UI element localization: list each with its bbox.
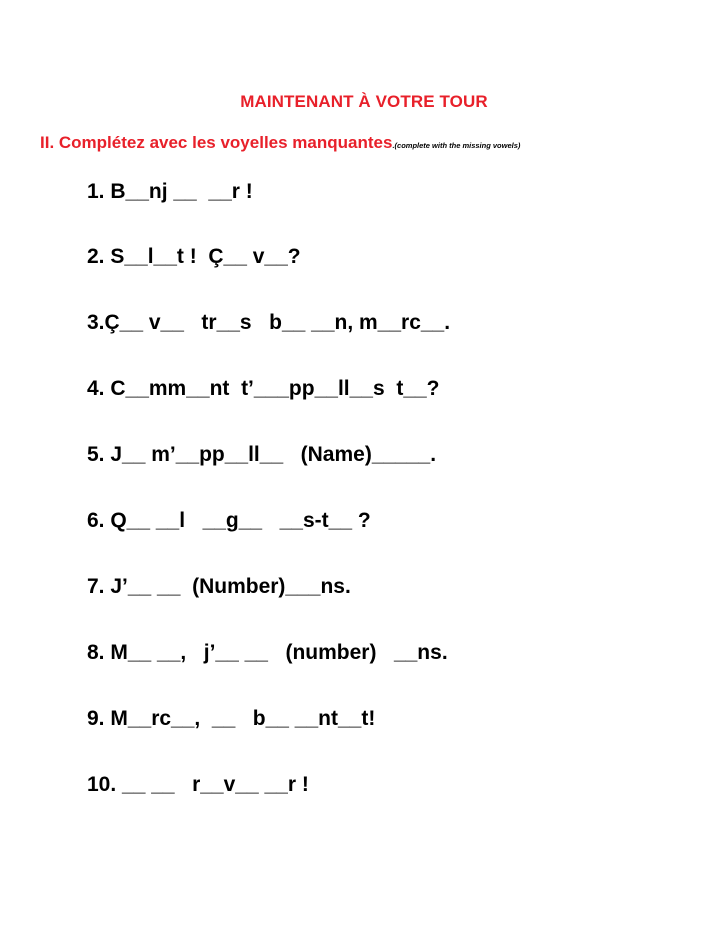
exercise-item-3: 3.Ç__ v__ tr__s b__ __n, m__rc__. xyxy=(87,311,451,334)
exercise-item-10: 10. __ __ r__v__ __r ! xyxy=(87,773,309,796)
instruction-translation-note: .(complete with the missing vowels) xyxy=(392,141,521,150)
exercise-item-5: 5. J__ m’__pp__ll__ (Name)_____. xyxy=(87,443,437,466)
exercise-item-8: 8. M__ __, j’__ __ (number) __ns. xyxy=(87,641,448,664)
exercise-item-7: 7. J’__ __ (Number)___ns. xyxy=(87,575,351,598)
instruction-text: II. Complétez avec les voyelles manquantes xyxy=(40,133,393,152)
instruction-line xyxy=(40,133,520,153)
exercise-item-2: 2. S__l__t ! Ç__ v__? xyxy=(87,245,301,268)
exercise-item-4: 4. C__mm__nt t’___pp__ll__s t__? xyxy=(87,377,440,400)
exercise-item-9: 9. M__rc__, __ b__ __nt__t! xyxy=(87,707,376,730)
worksheet-title: MAINTENANT À VOTRE TOUR xyxy=(240,92,488,111)
exercise-item-6: 6. Q__ __l __g__ __s-t__ ? xyxy=(87,509,371,532)
exercise-item-1: 1. B__nj __ __r ! xyxy=(87,180,253,203)
